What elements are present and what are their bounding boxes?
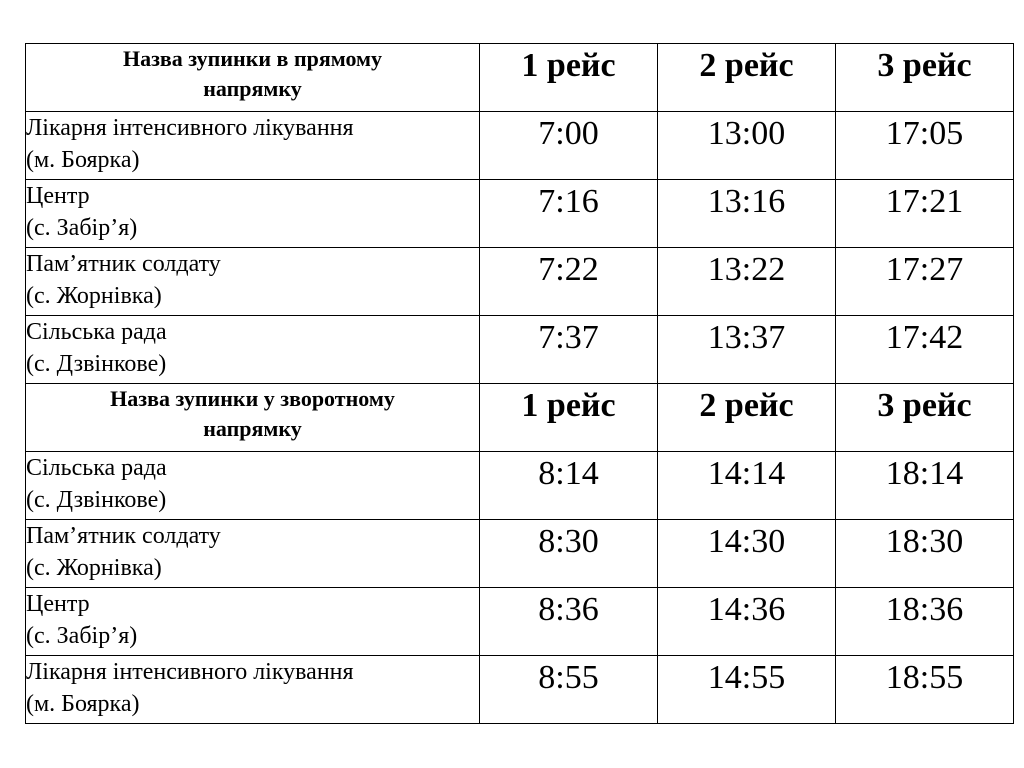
forward-stop-header: Назва зупинки в прямому напрямку: [26, 44, 480, 112]
departure-time: 8:55: [480, 656, 658, 724]
stop-place: (м. Боярка): [26, 147, 140, 173]
stop-name: Сільська рада: [26, 319, 167, 345]
table-row: [26, 112, 1014, 180]
return-stop-header: Назва зупинки у зворотному напрямку: [26, 384, 480, 452]
stop-place: (с. Забір’я): [26, 215, 138, 241]
departure-time: 17:21: [836, 180, 1014, 248]
departure-time: 7:16: [480, 180, 658, 248]
trip-1-header: 1 рейс: [480, 384, 658, 452]
stop-place: (м. Боярка): [26, 691, 140, 717]
table-row: [26, 316, 1014, 384]
departure-time: 17:05: [836, 112, 1014, 180]
stop-name: Лікарня інтенсивного лікування: [26, 659, 354, 685]
trip-3-header: 3 рейс: [836, 384, 1014, 452]
departure-time: 8:14: [480, 452, 658, 520]
stop-name-cell: [26, 316, 480, 384]
trip-2-header: 2 рейс: [658, 384, 836, 452]
table-row: [26, 180, 1014, 248]
stop-name-cell: [26, 520, 480, 588]
departure-time: 17:42: [836, 316, 1014, 384]
stop-place: (с. Жорнівка): [26, 283, 162, 309]
stop-name-cell: [26, 656, 480, 724]
stop-name-cell: [26, 248, 480, 316]
departure-time: 18:30: [836, 520, 1014, 588]
departure-time: 14:36: [658, 588, 836, 656]
stop-place: (с. Дзвінкове): [26, 351, 167, 377]
stop-name-cell: [26, 180, 480, 248]
stop-name-cell: [26, 112, 480, 180]
bus-timetable: [25, 43, 1014, 724]
table-row: [26, 520, 1014, 588]
stop-name: Пам’ятник солдату: [26, 523, 221, 549]
departure-time: 18:14: [836, 452, 1014, 520]
departure-time: 17:27: [836, 248, 1014, 316]
return-header-row: [26, 384, 1014, 452]
departure-time: 13:16: [658, 180, 836, 248]
stop-place: (с. Забір’я): [26, 623, 138, 649]
departure-time: 14:30: [658, 520, 836, 588]
stop-name: Центр: [26, 591, 90, 617]
departure-time: 8:30: [480, 520, 658, 588]
departure-time: 8:36: [480, 588, 658, 656]
departure-time: 18:55: [836, 656, 1014, 724]
departure-time: 14:55: [658, 656, 836, 724]
table-row: [26, 248, 1014, 316]
departure-time: 13:37: [658, 316, 836, 384]
table-row: [26, 588, 1014, 656]
departure-time: 7:37: [480, 316, 658, 384]
forward-header-row: [26, 44, 1014, 112]
stop-name-cell: [26, 588, 480, 656]
stop-name: Пам’ятник солдату: [26, 251, 221, 277]
stop-name: Лікарня інтенсивного лікування: [26, 115, 354, 141]
departure-time: 7:00: [480, 112, 658, 180]
departure-time: 13:22: [658, 248, 836, 316]
departure-time: 7:22: [480, 248, 658, 316]
table-row: [26, 656, 1014, 724]
departure-time: 18:36: [836, 588, 1014, 656]
trip-2-header: 2 рейс: [658, 44, 836, 112]
departure-time: 13:00: [658, 112, 836, 180]
table-row: [26, 452, 1014, 520]
departure-time: 14:14: [658, 452, 836, 520]
stop-name: Сільська рада: [26, 455, 167, 481]
stop-place: (с. Жорнівка): [26, 555, 162, 581]
stop-name: Центр: [26, 183, 90, 209]
stop-name-cell: [26, 452, 480, 520]
trip-3-header: 3 рейс: [836, 44, 1014, 112]
trip-1-header: 1 рейс: [480, 44, 658, 112]
stop-place: (с. Дзвінкове): [26, 487, 167, 513]
